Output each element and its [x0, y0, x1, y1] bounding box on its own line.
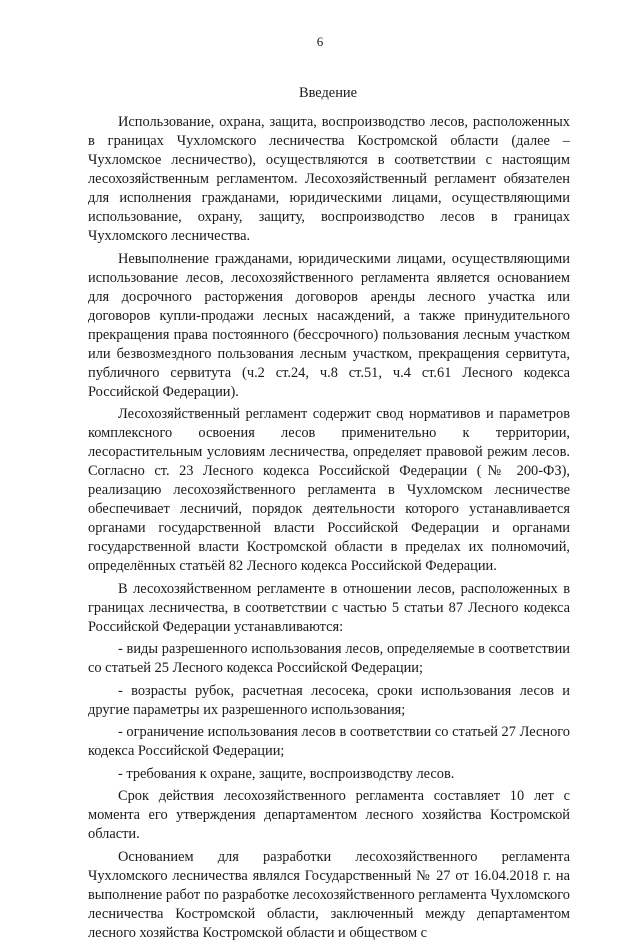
list-item: - ограничение использования лесов в соответствии со статьей 27 Лесного кодекса Российской Федерации; [88, 724, 570, 759]
paragraph-noncompliance: Невыполнение гражданами, юридическими лицами, осуществляющими использование лесов, лесохозяйственного регламента является основанием для досрочного расторжения договоров аренды лесного участка или договоров купли-продажи лесных насаждений, а также принудительного прекращения права постоянного (бессрочного) пользования лесным участком или безвозмездного пользования лесным участком, прекращения сервитута, публичного сервитута (ч.2 ст.24, ч.8 ст.51, ч.4 ст.61 Лесного кодекса Российской Федерации). [88, 250, 570, 400]
page-number: 6 [316, 34, 324, 49]
paragraph-regulation-content: Лесохозяйственный регламент содержит свод нормативов и параметров комплексного освоения лесов применительно к территории, лесорастительным условиям лесничества, определяет правовой режим лесов. Согласно ст. 23 Лесного кодекса Российской Федерации (№ 200-ФЗ), реализацию лесохозяйственного регламента в Чухломском лесничестве обеспечивает лесничий, порядок деятельности которого устанавливается органами государственной власти Российской Федерации и органами государственной власти Костромской области в пределах их полномочий, определённых статьёй 82 Лесного кодекса Российской Федерации. [88, 406, 570, 574]
list-item: - возрасты рубок, расчетная лесосека, сроки использования лесов и другие параметры их разрешенного использования; [88, 682, 570, 718]
paragraph-basis: Основанием для разработки лесохозяйственного регламента Чухломского лесничества являлся Государственный № 27 от 16.04.2018 г. на выполнение работ по разработке лесохозяйственного регламента Чухломского лесничества Костромской области, заключенный между департаментом лесного хозяйства Костромской области и обществом с [88, 848, 570, 941]
paragraph-established-items: В лесохозяйственном регламенте в отношении лесов, расположенных в границах лесничества, в соответствии с частью 5 статьи 87 Лесного кодекса Российской Федерации устанавливаются: [88, 580, 570, 635]
list-item: - требования к охране, защите, воспроизводству лесов. [118, 765, 455, 782]
section-heading: Введение [298, 85, 357, 101]
document-body [88, 113, 570, 946]
paragraph-validity: Срок действия лесохозяйственного регламента составляет 10 лет с момента его утверждения департаментом лесного хозяйства Костромской области. [88, 788, 570, 842]
paragraph-usage: Использование, охрана, защита, воспроизводство лесов, расположенных в границах Чухломского лесничества Костромской области (далее – Чухломское лесничество), осуществляются в соответствии с настоящим лесохозяйственным регламентом. Лесохозяйственный регламент обязателен для исполнения гражданами, юридическими лицами, осуществляющими использование, охрану, защиту, воспроизводство лесов в границах Чухломского лесничества. [88, 114, 570, 244]
list-item: - виды разрешенного использования лесов, определяемые в соответствии со статьей 25 Лесного кодекса Российской Федерации; [88, 641, 570, 676]
